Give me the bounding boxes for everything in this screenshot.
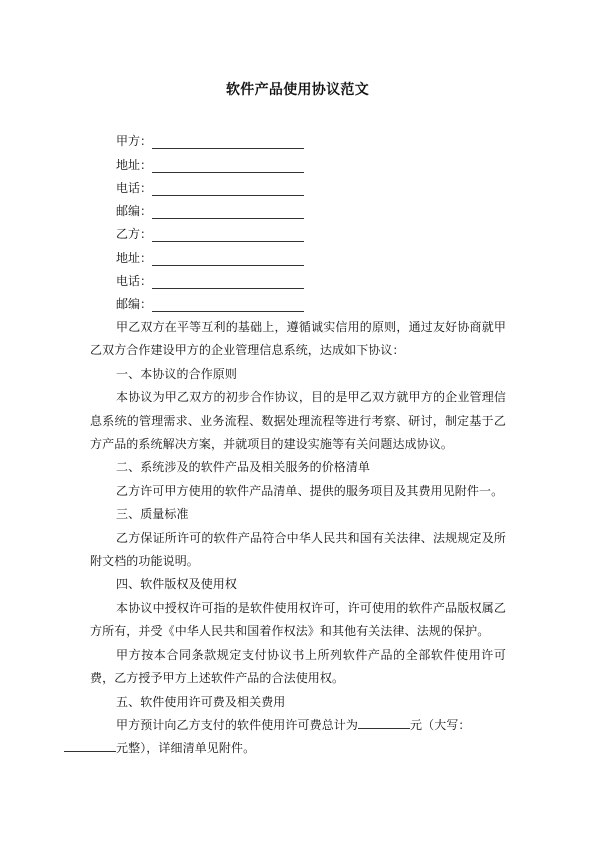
section-4-paragraph-1: 本协议中授权许可指的是软件使用权许可，许可使用的软件产品版权属乙方所有，并受《中华人民共和国着作权法》和其他有关法律、法规的保护。 — [90, 600, 506, 639]
fill-in-line — [152, 251, 304, 266]
section-5-paragraph — [90, 714, 506, 761]
fill-in-line — [152, 204, 304, 219]
field-label: 电话： — [116, 180, 153, 195]
fill-in-line — [152, 297, 304, 312]
field-label: 地址： — [116, 250, 153, 265]
party-b-phone-field — [116, 266, 416, 289]
section-5-text-a: 甲方预计向乙方支付的软件使用许可费总计为 — [116, 717, 359, 732]
section-5-heading: 五、软件使用许可费及相关费用 — [116, 694, 286, 709]
section-3-paragraph: 乙方保证所许可的软件产品符合中华人民共和国有关法律、法规规定及所附文档的功能说明。 — [90, 530, 506, 569]
party-a-name-field — [116, 126, 416, 149]
party-a-address-field — [116, 149, 416, 172]
field-label: 电话： — [116, 274, 153, 289]
field-label: 邮编： — [116, 204, 153, 219]
amount-uppercase-blank — [64, 738, 116, 752]
amount-blank — [358, 715, 410, 729]
party-a-phone-field — [116, 173, 416, 196]
party-a-postcode-field — [116, 196, 416, 219]
field-label: 邮编： — [116, 297, 153, 312]
section-1-paragraph: 本协议为甲乙双方的初步合作协议，目的是甲乙双方就甲方的企业管理信息系统的管理需求、业务流程、数据处理流程等进行考察、研讨，制定基于乙方产品的系统解决方案，并就项目的建设实施等有关问题达成协议。 — [90, 390, 506, 452]
party-b-postcode-field — [116, 289, 416, 312]
agreement-body — [90, 316, 506, 761]
section-1-heading: 一、本协议的合作原则 — [116, 366, 238, 381]
section-4-heading: 四、软件版权及使用权 — [116, 577, 238, 592]
intro-paragraph: 甲乙双方在平等互利的基础上，遵循诚实信用的原则，通过友好协商就甲乙双方合作建设甲方的企业管理信息系统，达成如下协议： — [90, 320, 506, 358]
fill-in-line — [152, 134, 304, 149]
section-4-paragraph-2: 甲方按本合同条款规定支付协议书上所列软件产品的全部软件使用许可费，乙方授予甲方上述软件产品的合法使用权。 — [90, 647, 506, 686]
section-2-heading: 二、系统涉及的软件产品及相关服务的价格清单 — [116, 460, 371, 475]
section-5-text-c: 元整），详细清单见附件。 — [116, 741, 256, 756]
party-b-name-field — [116, 219, 416, 242]
document-title: 软件产品使用协议范文 — [226, 82, 369, 98]
field-label: 乙方： — [116, 227, 153, 242]
fill-in-line — [152, 181, 304, 196]
party-info-fields — [116, 126, 416, 312]
field-label: 甲方： — [116, 134, 153, 149]
fill-in-line — [152, 227, 304, 242]
section-2-paragraph: 乙方许可甲方使用的软件产品清单、提供的服务项目及其费用见附件一。 — [116, 483, 504, 498]
section-3-heading: 三、质量标准 — [116, 507, 189, 522]
section-5-text-b: 元（大写： — [410, 717, 471, 732]
party-b-address-field — [116, 242, 416, 265]
fill-in-line — [152, 274, 304, 289]
field-label: 地址： — [116, 157, 153, 172]
fill-in-line — [152, 158, 304, 173]
